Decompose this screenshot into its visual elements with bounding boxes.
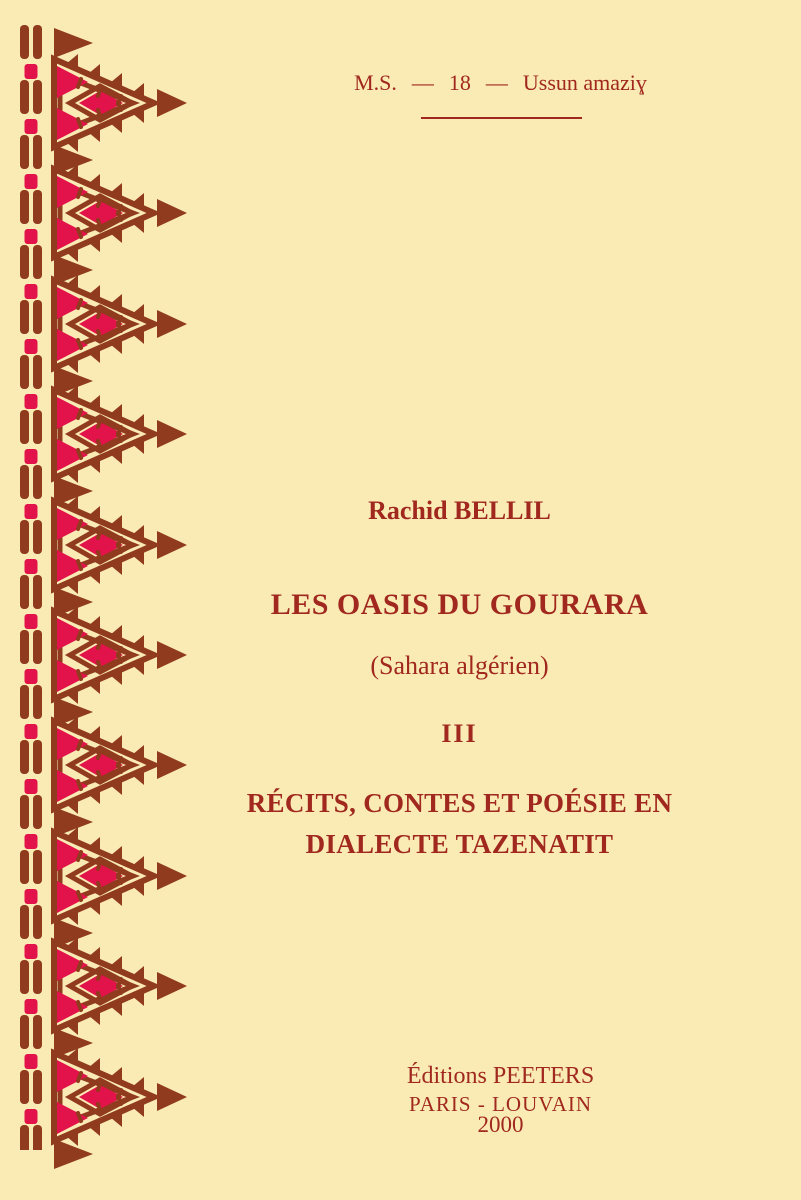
publisher-name: Éditions PEETERS xyxy=(406,1063,595,1089)
series-header xyxy=(200,70,801,95)
series-name: Ussun amaziɣ xyxy=(522,70,647,95)
book-subtitle: (Sahara algérien) xyxy=(370,651,549,680)
series-number: 18 xyxy=(448,70,471,95)
volume-subtitle-line1: RÉCITS, CONTES ET POÉSIE EN xyxy=(246,788,673,818)
header-underline xyxy=(421,117,582,119)
volume-subtitle-line2: DIALECTE TAZENATIT xyxy=(305,829,614,859)
header-dash: — xyxy=(485,70,508,95)
header-dash: — xyxy=(411,70,434,95)
author-name: Rachid BELLIL xyxy=(368,496,551,525)
berber-border-ornament xyxy=(0,0,200,1200)
book-title: LES OASIS DU GOURARA xyxy=(270,588,649,621)
publication-year: 2000 xyxy=(477,1112,524,1137)
series-code: M.S. xyxy=(354,70,397,95)
volume-subtitle xyxy=(190,783,729,865)
volume-number: III xyxy=(441,719,478,748)
publisher-cities: PARIS - LOUVAIN xyxy=(408,1092,593,1116)
